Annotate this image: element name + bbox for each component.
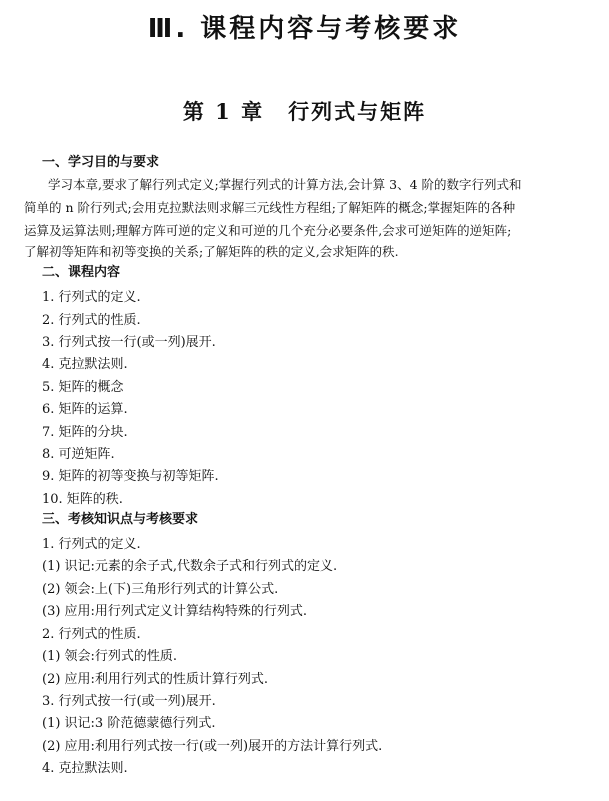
list-item: (1) 领会:行列式的性质. <box>42 649 178 664</box>
list-item: 2. 行列式的性质. <box>42 313 141 328</box>
section-heading-objectives: 一、学习目的与要求 <box>42 155 160 170</box>
chapter-number: 第 1 章 <box>182 99 265 124</box>
list-item: (2) 领会:上(下)三角形行列式的计算公式. <box>42 582 279 597</box>
list-item: 9. 矩阵的初等变换与初等矩阵. <box>42 469 219 484</box>
list-item: (1) 识记:3 阶范德蒙德行列式. <box>42 716 216 731</box>
list-item: 2. 行列式的性质. <box>42 627 141 642</box>
list-item: 8. 可逆矩阵. <box>42 447 115 462</box>
list-item: 6. 矩阵的运算. <box>42 402 128 417</box>
paragraph-line: 简单的 n 阶行列式;会用克拉默法则求解三元线性方程组;了解矩阵的概念;掌握矩阵的各种 <box>24 200 516 215</box>
section-heading-content: 二、课程内容 <box>42 265 121 280</box>
paragraph-line: 学习本章,要求了解行列式定义;掌握行列式的计算方法,会计算 3、4 阶的数字行列式和 <box>48 177 522 192</box>
list-item: 4. 克拉默法则. <box>42 761 128 776</box>
list-item: 1. 行列式的定义. <box>42 290 141 305</box>
list-item: (2) 应用:利用行列式的性质计算行列式. <box>42 672 269 687</box>
part-title: Ⅲ. 课程内容与考核要求 <box>147 14 462 44</box>
list-item: (3) 应用:用行列式定义计算结构特殊的行列式. <box>42 604 308 619</box>
list-item: 10. 矩阵的秩. <box>42 492 123 507</box>
list-item: 1. 行列式的定义. <box>42 537 141 552</box>
paragraph-line: 运算及运算法则;理解方阵可逆的定义和可逆的几个充分必要条件,会求可逆矩阵的逆矩阵; <box>24 223 512 238</box>
list-item: 3. 行列式按一行(或一列)展开. <box>42 694 216 709</box>
chapter-title <box>0 96 609 126</box>
list-item: 3. 行列式按一行(或一列)展开. <box>42 335 216 350</box>
paragraph-line: 了解初等矩阵和初等变换的关系;了解矩阵的秩的定义,会求矩阵的秩. <box>24 244 399 259</box>
chapter-name: 行列式与矩阵 <box>288 99 427 124</box>
list-item: 7. 矩阵的分块. <box>42 425 128 440</box>
list-item: 5. 矩阵的概念 <box>42 380 124 395</box>
list-item: 4. 克拉默法则. <box>42 357 128 372</box>
list-item: (2) 应用:利用行列式按一行(或一列)展开的方法计算行列式. <box>42 739 383 754</box>
list-item: (1) 识记:元素的余子式,代数余子式和行列式的定义. <box>42 559 338 574</box>
section-heading-assessment: 三、考核知识点与考核要求 <box>42 512 199 527</box>
